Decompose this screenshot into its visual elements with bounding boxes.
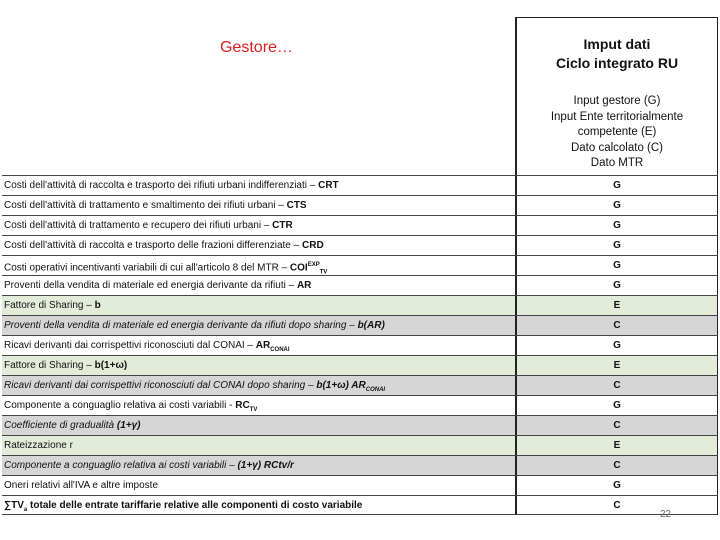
row-label: Costi dell'attività di raccolta e trasporto dei rifiuti urbani indifferenziati – CRT <box>4 180 339 191</box>
table-row <box>2 255 718 275</box>
row-code: C <box>515 496 718 515</box>
table-row <box>2 395 718 415</box>
table-row <box>2 415 718 435</box>
row-label: Proventi della vendita di materiale ed energia derivante da rifiuti dopo sharing – b(AR) <box>4 320 385 331</box>
row-label: Coefficiente di gradualità (1+γ) <box>4 420 141 431</box>
table-row <box>2 275 718 295</box>
legend-line: competente (E) <box>577 126 657 138</box>
row-code: E <box>515 436 718 455</box>
table-row <box>2 195 718 215</box>
row-label: Fattore di Sharing – b(1+ω) <box>4 360 128 371</box>
row-code: G <box>515 396 718 415</box>
row-label: Costi operativi incentivanti variabili di cui all'articolo 8 del MTR – $COI^{EXP}_{TV}$ <box>4 262 328 275</box>
table-body <box>2 175 718 515</box>
input-title: Imput dati <box>583 36 651 52</box>
row-label: Componente a conguaglio relativa ai costi variabili – (1+γ) RCtv/r <box>4 460 294 471</box>
row-label: $\sum TV_a$ totale delle entrate tariffarie relative alle componenti di costo variabile <box>4 500 363 513</box>
row-label: Costi dell'attività di trattamento e smaltimento dei rifiuti urbani – CTS <box>4 200 307 211</box>
row-code: G <box>515 476 718 495</box>
table-row <box>2 435 718 455</box>
row-code: G <box>515 256 718 275</box>
row-code: G <box>515 236 718 255</box>
row-code: C <box>515 416 718 435</box>
row-label: Rateizzazione r <box>4 440 73 451</box>
table-header <box>2 17 718 175</box>
row-label: Costi dell'attività di trattamento e recupero dei rifiuti urbani – CTR <box>4 220 293 231</box>
table-row <box>2 175 718 195</box>
data-input-table <box>2 17 718 513</box>
row-code: G <box>515 196 718 215</box>
cycle-title: Ciclo integrato RU <box>555 55 679 71</box>
row-code: G <box>515 216 718 235</box>
page-number: 22 <box>660 509 672 520</box>
legend-line: Dato calcolato (C) <box>570 141 664 154</box>
table-row <box>2 495 718 515</box>
row-code: G <box>515 276 718 295</box>
row-code: C <box>515 456 718 475</box>
table-row <box>2 455 718 475</box>
row-label: Oneri relativi all'IVA e altre imposte <box>4 480 159 491</box>
row-label: Ricavi derivanti dai corrispettivi riconosciuti dal CONAI dopo sharing – b(1+ω) $AR_{CONAI}$ <box>4 380 386 393</box>
header-left-cell <box>2 17 515 175</box>
gestore-title: Gestore… <box>220 39 293 56</box>
table-row <box>2 375 718 395</box>
table-row <box>2 235 718 255</box>
row-label: Ricavi derivanti dai corrispettivi riconosciuti dal CONAI – $AR_{CONAI}$ <box>4 340 290 353</box>
legend <box>517 94 717 172</box>
row-code: G <box>515 176 718 195</box>
row-code: C <box>515 316 718 335</box>
row-code: E <box>515 356 718 375</box>
legend-line: Input Ente territorialmente <box>550 110 684 123</box>
header-right-cell <box>515 17 718 175</box>
table-row <box>2 475 718 495</box>
row-code: C <box>515 376 718 395</box>
table-row <box>2 335 718 355</box>
row-label: Fattore di Sharing – b <box>4 300 101 311</box>
legend-line: Input gestore (G) <box>573 95 661 107</box>
row-code: G <box>515 336 718 355</box>
row-label: Proventi della vendita di materiale ed energia derivante da rifiuti – AR <box>4 280 312 291</box>
table-row <box>2 315 718 335</box>
table-row <box>2 295 718 315</box>
table-row <box>2 215 718 235</box>
row-label: Componente a conguaglio relativa ai costi variabili - $RC_{TV}$ <box>4 400 258 413</box>
row-label: Costi dell'attività di raccolta e trasporto delle frazioni differenziate – CRD <box>4 240 324 251</box>
legend-line: Dato MTR <box>590 157 644 169</box>
row-code: E <box>515 296 718 315</box>
table-row <box>2 355 718 375</box>
